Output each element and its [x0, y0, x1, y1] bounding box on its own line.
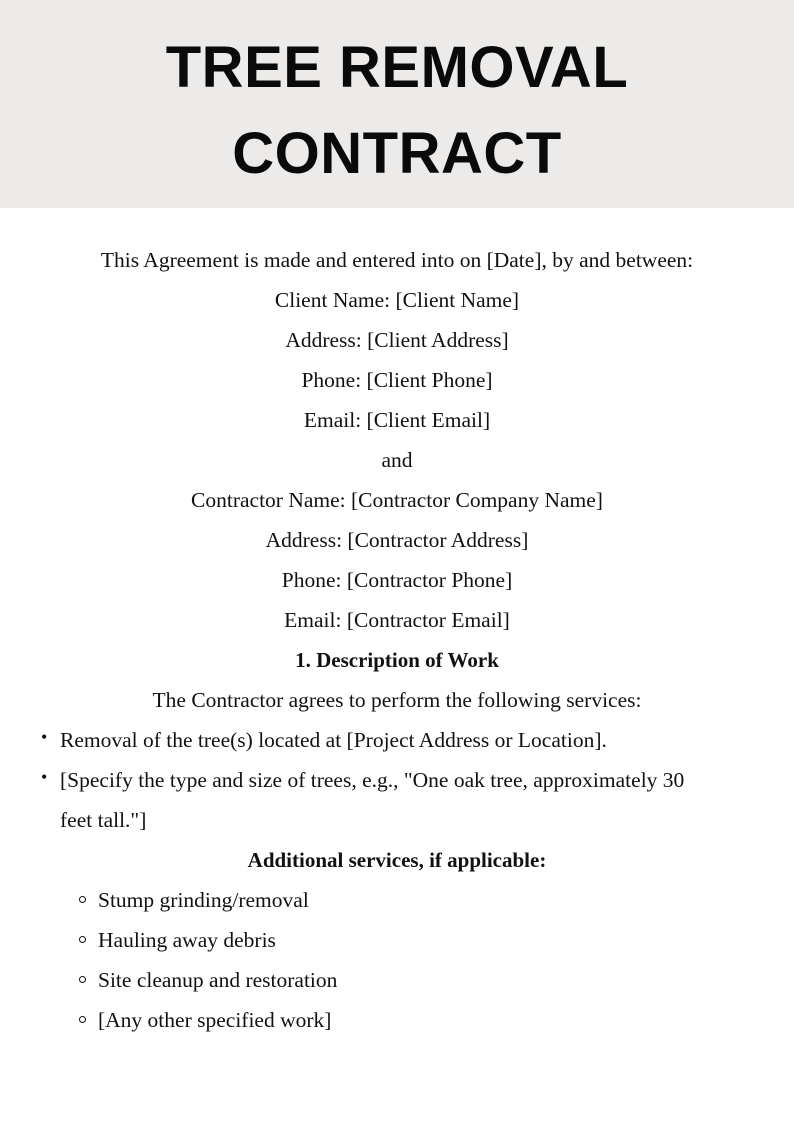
- circle-bullet-icon: [79, 936, 86, 943]
- section-intro: The Contractor agrees to perform the following services:: [152, 688, 642, 712]
- contractor-address: Address: [Contractor Address]: [265, 528, 529, 552]
- circle-bullet-icon: [79, 976, 86, 983]
- additional-services-heading: Additional services, if applicable:: [247, 848, 547, 872]
- list-item: Stump grinding/removal: [98, 888, 309, 912]
- list-item: [Any other specified work]: [98, 1008, 332, 1032]
- list-item-continued: feet tall."]: [60, 808, 147, 832]
- circle-bullet-icon: [79, 896, 86, 903]
- client-phone: Phone: [Client Phone]: [301, 368, 493, 392]
- client-name: Client Name: [Client Name]: [274, 288, 520, 312]
- contractor-phone: Phone: [Contractor Phone]: [281, 568, 513, 592]
- bullet-icon: •: [41, 727, 48, 747]
- document-title-line-2: CONTRACT: [232, 121, 562, 186]
- contractor-name: Contractor Name: [Contractor Company Name]: [191, 488, 603, 512]
- bullet-icon: •: [41, 767, 48, 787]
- section-heading: 1. Description of Work: [295, 648, 499, 672]
- contractor-email: Email: [Contractor Email]: [284, 608, 510, 632]
- agreement-intro: This Agreement is made and entered into on [Date], by and between:: [100, 248, 694, 272]
- document-title-line-1: TREE REMOVAL: [165, 35, 629, 100]
- title-banner: [0, 0, 794, 208]
- and-text: and: [381, 448, 413, 472]
- list-item: Hauling away debris: [98, 928, 276, 952]
- list-item: Removal of the tree(s) located at [Project Address or Location].: [60, 728, 607, 752]
- client-email: Email: [Client Email]: [303, 408, 491, 432]
- list-item: Site cleanup and restoration: [98, 968, 338, 992]
- list-item: [Specify the type and size of trees, e.g., "One oak tree, approximately 30: [60, 768, 685, 792]
- circle-bullet-icon: [79, 1016, 86, 1023]
- client-address: Address: [Client Address]: [285, 328, 509, 352]
